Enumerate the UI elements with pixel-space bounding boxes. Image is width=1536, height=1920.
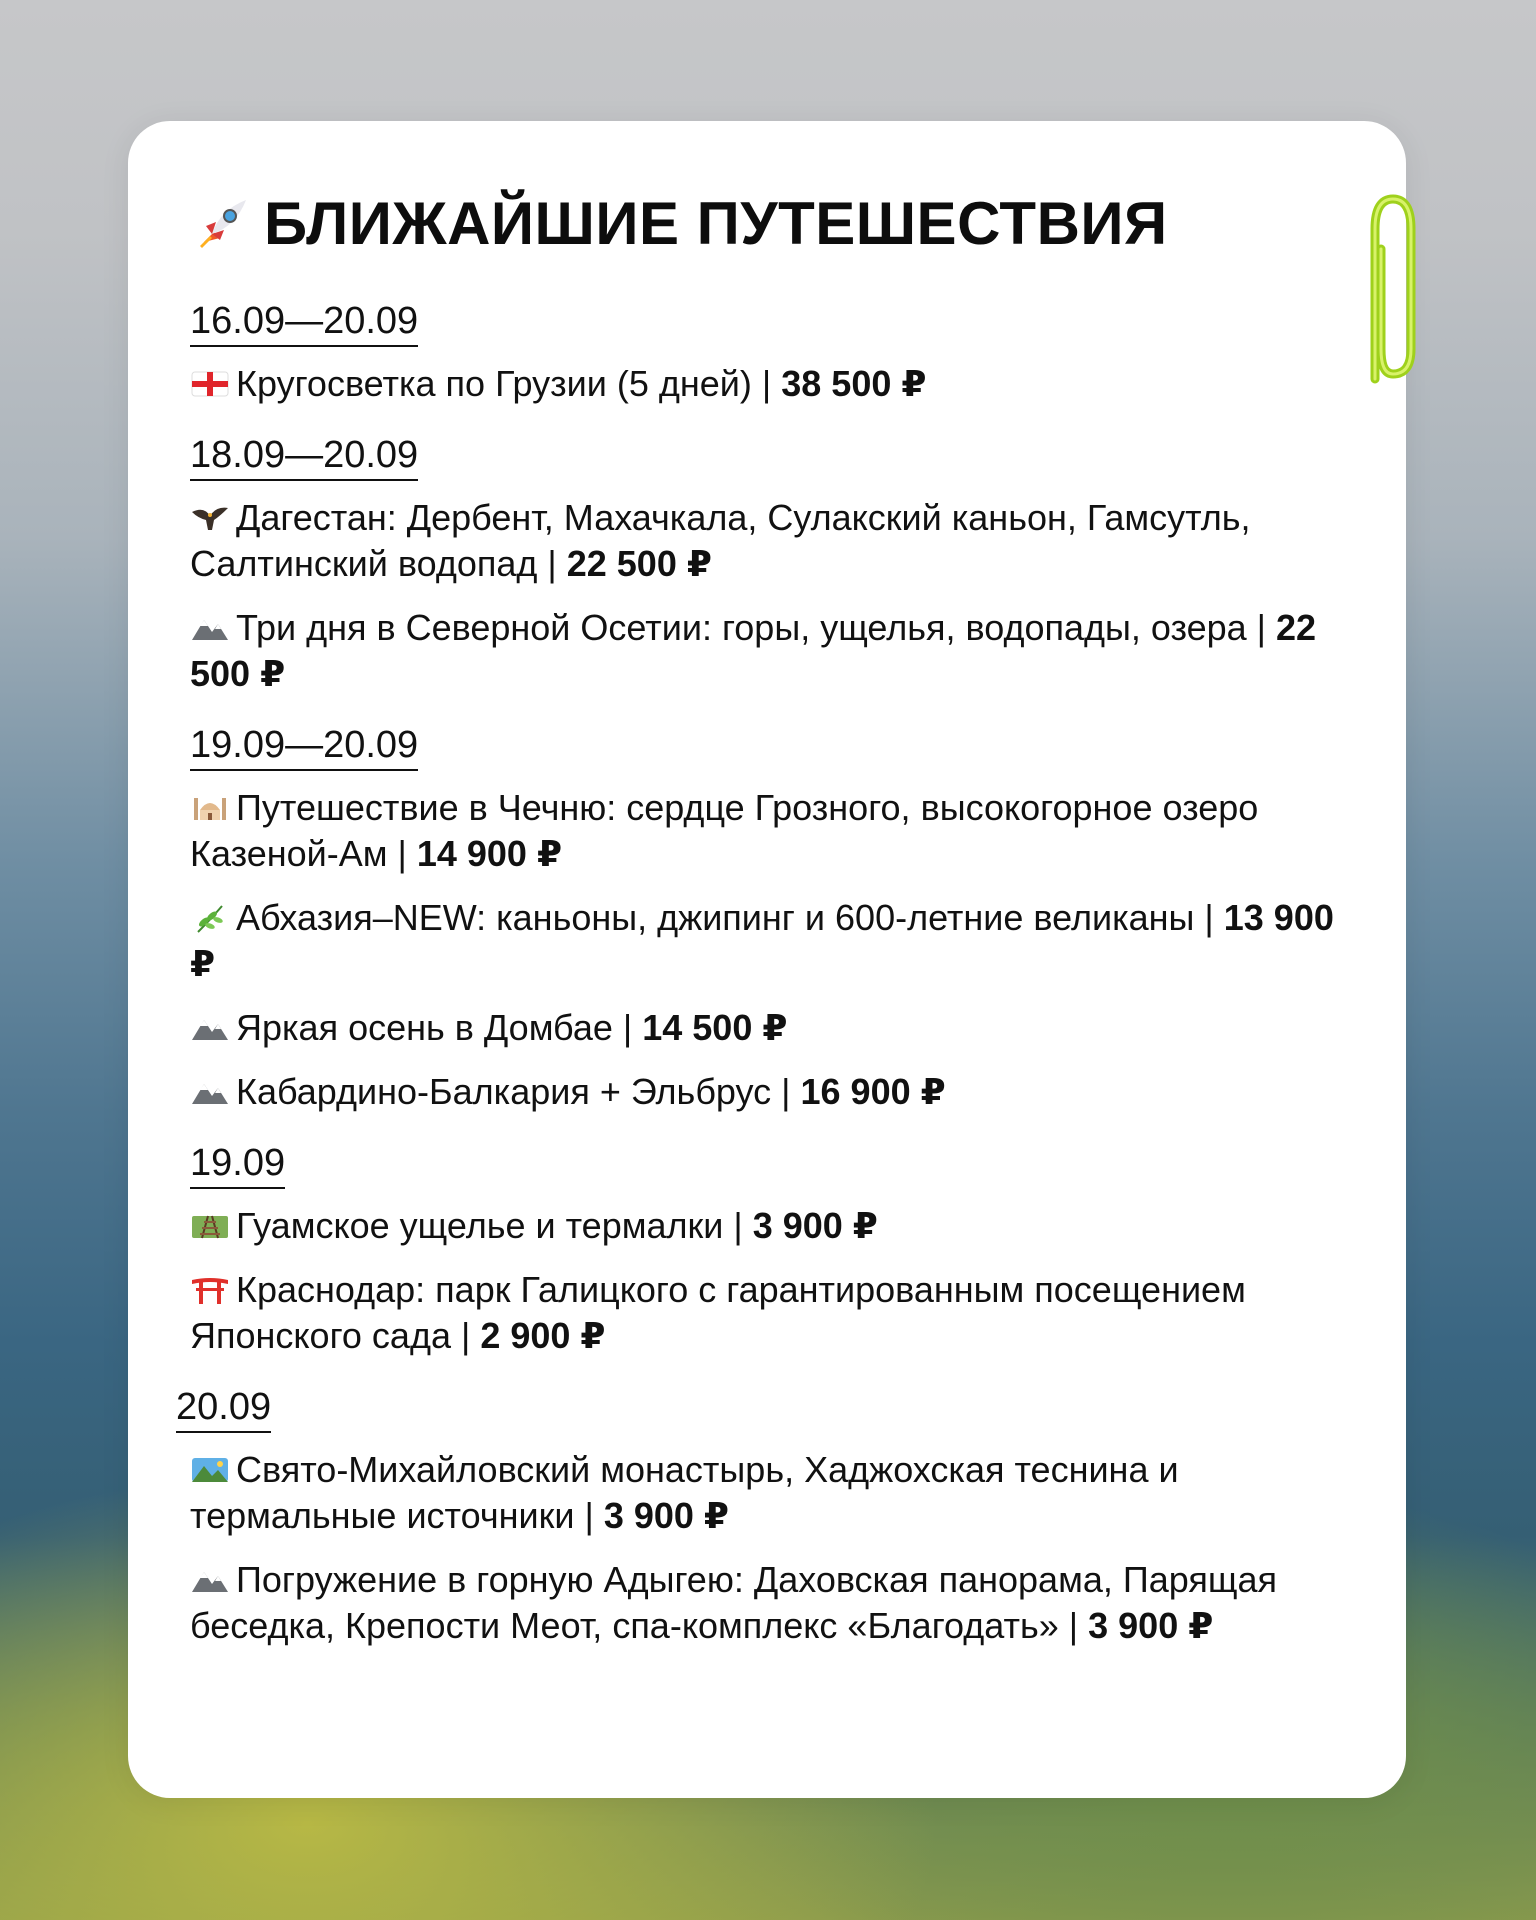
price: 22 500 ₽	[566, 543, 712, 584]
mountain-icon	[190, 1012, 230, 1044]
date-label: 19.09—20.09	[190, 723, 418, 771]
price: 22 500 ₽	[190, 607, 1317, 694]
date-label: 16.09—20.09	[190, 299, 418, 347]
price: 13 900 ₽	[190, 897, 1334, 984]
price: 2 900 ₽	[480, 1315, 606, 1356]
date-group	[190, 1141, 1350, 1359]
price: 3 900 ₽	[1088, 1605, 1214, 1646]
price: 14 500 ₽	[642, 1007, 788, 1048]
paperclip-icon	[1353, 189, 1423, 389]
date-group	[190, 433, 1350, 697]
date-label: 18.09—20.09	[190, 433, 418, 481]
mountain-icon	[190, 612, 230, 644]
tours-list	[176, 299, 1350, 1675]
tour-item[interactable]: Абхазия–NEW: каньоны, джипинг и 600-летние великаны | 13 900 ₽	[190, 897, 1334, 984]
mountain-icon	[190, 1564, 230, 1596]
mosque-icon	[190, 792, 230, 824]
title-text: БЛИЖАЙШИЕ ПУТЕШЕСТВИЯ	[264, 190, 1168, 257]
page-title	[190, 189, 1168, 258]
landscape-icon	[190, 1454, 230, 1486]
date-group	[190, 299, 1350, 407]
tour-item[interactable]: Погружение в горную Адыгею: Даховская панорама, Парящая беседка, Крепости Меот, спа-комплекс «Благодать» | 3 900 ₽	[190, 1559, 1277, 1646]
herb-icon	[190, 902, 230, 934]
tour-item[interactable]: Дагестан: Дербент, Махачкала, Сулакский каньон, Гамсутль, Салтинский водопад | 22 500 ₽	[190, 497, 1251, 584]
mountain-icon	[190, 1076, 230, 1108]
price: 3 900 ₽	[603, 1495, 729, 1536]
torii-icon	[190, 1274, 230, 1306]
price: 14 900 ₽	[416, 833, 562, 874]
price: 3 900 ₽	[752, 1205, 878, 1246]
railway-icon	[190, 1210, 230, 1242]
tour-item[interactable]: Краснодар: парк Галицкого с гарантированным посещением Японского сада | 2 900 ₽	[190, 1269, 1246, 1356]
tour-item[interactable]: Путешествие в Чечню: сердце Грозного, высокогорное озеро Казеной-Ам | 14 900 ₽	[190, 787, 1259, 874]
tour-item[interactable]: Три дня в Северной Осетии: горы, ущелья, водопады, озера | 22 500 ₽	[190, 607, 1317, 694]
date-label: 20.09	[176, 1385, 271, 1433]
price: 16 900 ₽	[800, 1071, 946, 1112]
tour-item[interactable]: Кабардино-Балкария + Эльбрус | 16 900 ₽	[190, 1069, 1350, 1115]
tour-item[interactable]: Гуамское ущелье и термалки | 3 900 ₽	[190, 1203, 1350, 1249]
date-group	[176, 1385, 1350, 1649]
price: 38 500 ₽	[781, 363, 927, 404]
tours-card	[128, 121, 1406, 1798]
rocket-icon	[190, 192, 254, 256]
eagle-icon	[190, 502, 230, 534]
tour-item[interactable]: Свято-Михайловский монастырь, Хаджохская теснина и термальные источники | 3 900 ₽	[190, 1449, 1179, 1536]
tour-item[interactable]: Яркая осень в Домбае | 14 500 ₽	[190, 1005, 1350, 1051]
georgia-flag-icon	[190, 368, 230, 400]
tour-item[interactable]: Кругосветка по Грузии (5 дней) | 38 500 ₽	[190, 361, 1350, 407]
date-group	[190, 723, 1350, 1115]
date-label: 19.09	[190, 1141, 285, 1189]
